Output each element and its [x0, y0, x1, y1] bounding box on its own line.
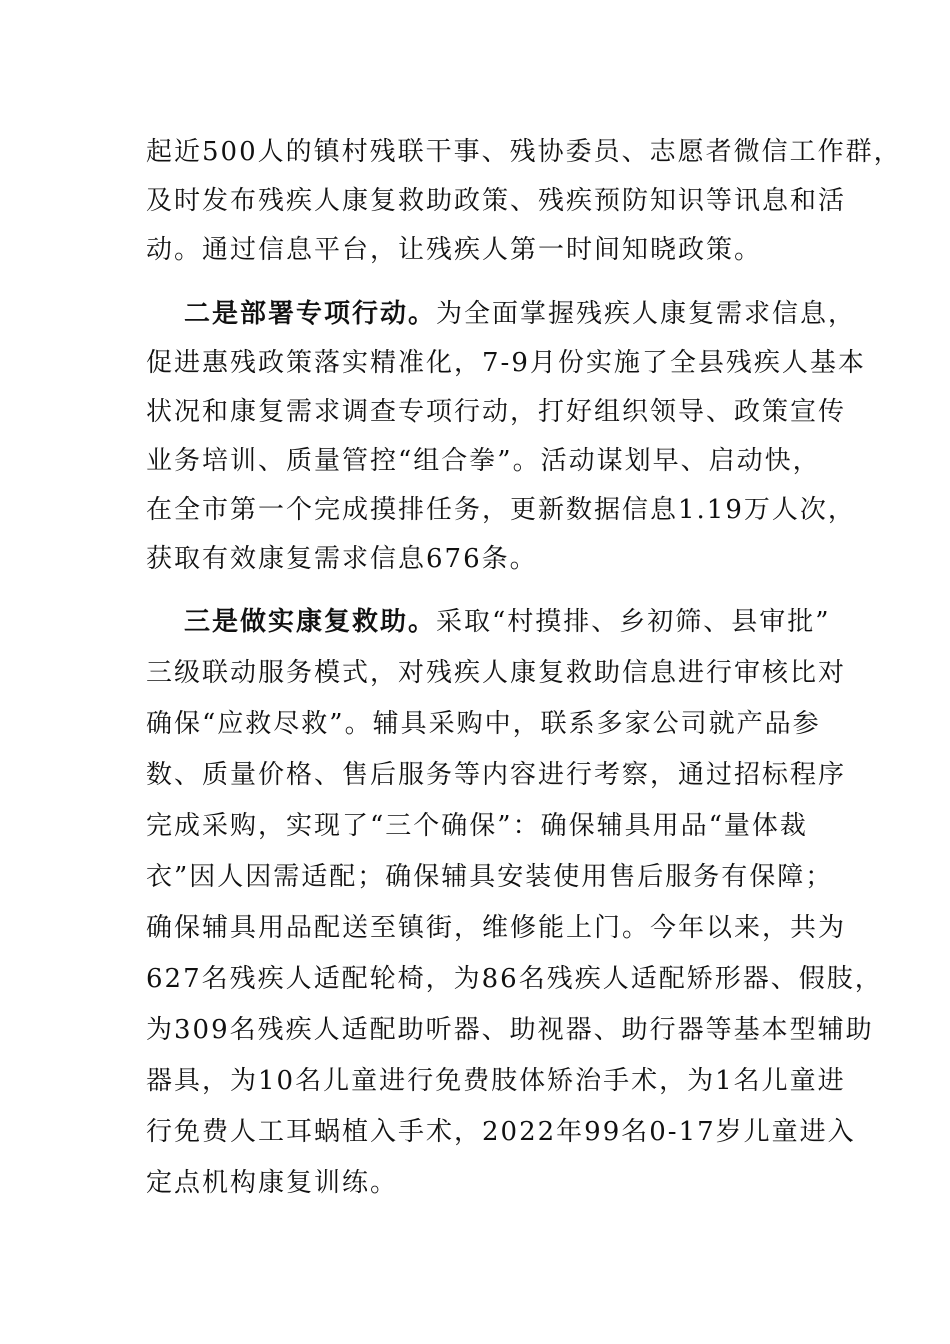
paragraph-3-line-12: 定点机构康复训练。 [146, 1168, 399, 1198]
paragraph-2-line-3: 状况和康复需求调查专项行动，打好组织领导、政策宣传 [146, 397, 847, 427]
paragraph-3-line-9: 为309名残疾人适配助听器、助视器、助行器等基本型辅助 [146, 1015, 874, 1045]
paragraph-3-line-1 [184, 598, 831, 646]
paragraph-2-line-1 [184, 290, 856, 338]
paragraph-2-line-4: 业务培训、质量管控“组合拳”。活动谋划早、启动快， [146, 446, 821, 476]
paragraph-1-line-1: 起近500人的镇村残联干事、残协委员、志愿者微信工作群， [146, 137, 902, 167]
paragraph-1-line-3: 动。通过信息平台，让残疾人第一时间知晓政策。 [146, 235, 763, 265]
paragraph-2-heading: 二是部署专项行动。 [184, 299, 437, 329]
paragraph-3-heading: 三是做实康复救助。 [184, 607, 437, 637]
paragraph-2-line-6: 获取有效康复需求信息676条。 [146, 544, 538, 574]
paragraph-1-line-2: 及时发布残疾人康复救助政策、残疾预防知识等讯息和活 [146, 186, 847, 216]
paragraph-3-line-8: 627名残疾人适配轮椅，为86名残疾人适配矫形器、假肢， [146, 964, 883, 994]
paragraph-3-line-7: 确保辅具用品配送至镇街，维修能上门。今年以来，共为 [146, 913, 847, 943]
paragraph-3-line-1-text: 采取“村摸排、乡初筛、县审批” [436, 607, 831, 637]
paragraph-3-line-6: 衣”因人因需适配；确保辅具安装使用售后服务有保障； [146, 862, 834, 892]
paragraph-2-line-2: 促进惠残政策落实精准化，7-9月份实施了全县残疾人基本 [146, 348, 866, 378]
paragraph-3-line-11: 行免费人工耳蜗植入手术，2022年99名0-17岁儿童进入 [146, 1117, 856, 1147]
paragraph-3-line-5: 完成采购，实现了“三个确保”：确保辅具用品“量体裁 [146, 811, 808, 841]
paragraph-3-line-10: 器具，为10名儿童进行免费肢体矫治手术，为1名儿童进 [146, 1066, 846, 1096]
paragraph-3-line-4: 数、质量价格、售后服务等内容进行考察，通过招标程序 [146, 760, 847, 790]
paragraph-3-line-2: 三级联动服务模式，对残疾人康复救助信息进行审核比对 [146, 658, 847, 688]
paragraph-2-line-1-text: 为全面掌握残疾人康复需求信息， [436, 299, 857, 329]
paragraph-3-line-3: 确保“应救尽救”。辅具采购中，联系多家公司就产品参 [146, 709, 821, 739]
paragraph-2-line-5: 在全市第一个完成摸排任务，更新数据信息1.19万人次， [146, 495, 856, 525]
